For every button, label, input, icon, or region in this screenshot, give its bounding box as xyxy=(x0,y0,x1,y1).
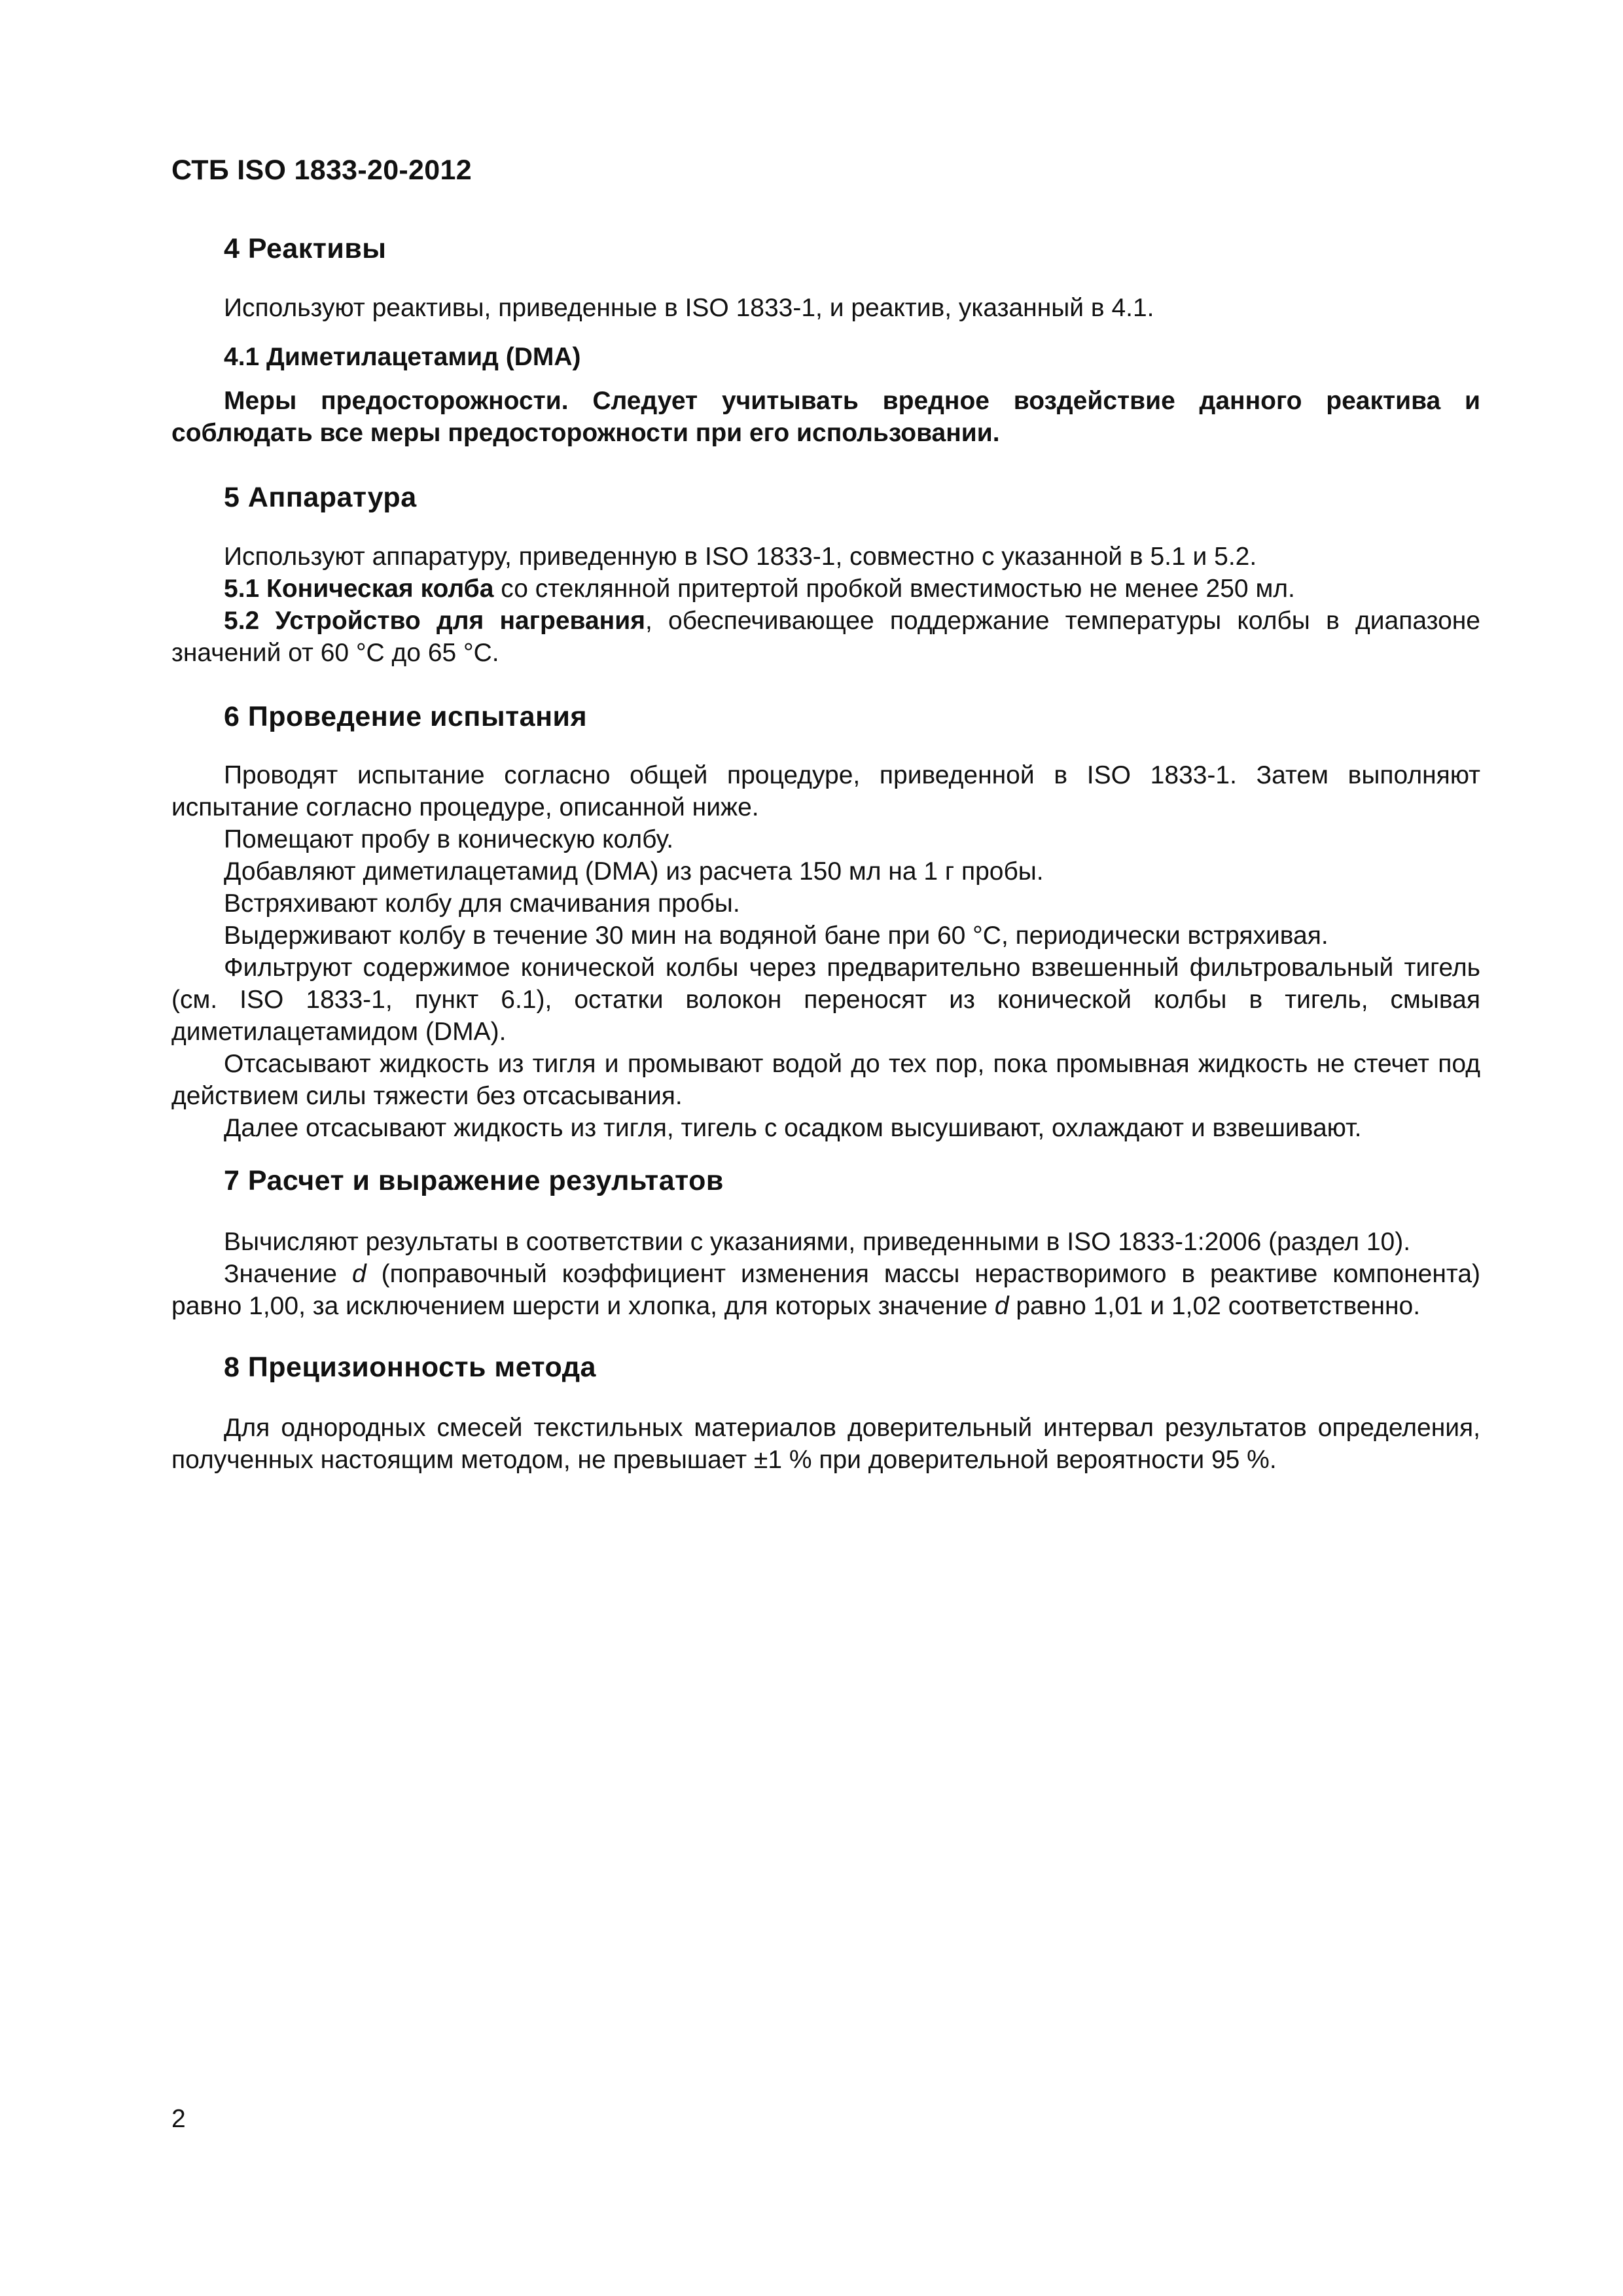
section-6-paragraph-6: Фильтруют содержимое конической колбы через предварительно взвешенный фильтровальный тигель (см. ISO 1833-1, пункт 6.1), остатки волокон переносят из конической колбы в тигель, смывая диметилацетамидом (DMA). xyxy=(171,954,1480,1046)
section-5-1-text: со стеклянной притертой пробкой вместимостью не менее 250 мл. xyxy=(493,575,1295,603)
section-6-paragraph-5: Выдерживают колбу в течение 30 мин на водяной бане при 60 °С, периодически встряхивая. xyxy=(224,922,1329,950)
section-6-paragraph-4: Встряхивают колбу для смачивания пробы. xyxy=(224,889,740,918)
section-4-1-warning: Меры предосторожности. Следует учитывать вредное воздействие данного реактива и соблюдать все меры предосторожности при его использовании. xyxy=(171,387,1480,447)
section-6-paragraph-2: Помещают пробу в коническую колбу. xyxy=(224,825,674,853)
section-6-title: 6 Проведение испытания xyxy=(224,701,588,732)
section-4-title: 4 Реактивы xyxy=(224,233,387,264)
section-7-p2-part-b: (поправочный коэффициент изменения массы нерастворимого в реактиве компонента) равно 1,00, за исключением шерсти и хлопка, для которых значение xyxy=(171,1260,1480,1320)
section-8-title: 8 Прецизионность метода xyxy=(224,1352,596,1383)
section-6-paragraph-1: Проводят испытание согласно общей процедуре, приведенной в ISO 1833-1. Затем выполняют испытание согласно процедуре, описанной ниже. xyxy=(171,761,1480,821)
section-6-paragraph-8: Далее отсасывают жидкость из тигля, тигель с осадком высушивают, охлаждают и взвешивают. xyxy=(224,1114,1362,1142)
section-7-p2-part-a: Значение xyxy=(224,1260,352,1288)
section-8-paragraph: Для однородных смесей текстильных материалов доверительный интервал результатов определения, полученных настоящим методом, не превышает ±1 % при доверительной вероятности 95 %. xyxy=(171,1414,1480,1474)
section-7-var-d: d xyxy=(351,1260,366,1288)
section-7-p2-part-c: равно 1,01 и 1,02 соответственно. xyxy=(1008,1292,1421,1320)
section-7-paragraph-1: Вычисляют результаты в соответствии с указаниями, приведенными в ISO 1833-1:2006 (раздел 10). xyxy=(224,1228,1411,1256)
section-5-paragraph: Используют аппаратуру, приведенную в ISO 1833-1, совместно с указанной в 5.1 и 5.2. xyxy=(224,543,1257,571)
section-5-2-item xyxy=(171,605,1480,669)
section-5-2-text: , обеспечивающее поддержание температуры колбы в диапазоне значений от 60 °С до 65 °С. xyxy=(171,607,1480,667)
section-4-paragraph: Используют реактивы, приведенные в ISO 1833-1, и реактив, указанный в 4.1. xyxy=(224,294,1154,322)
section-4-1-title: 4.1 Диметилацетамид (DMA) xyxy=(224,343,581,371)
section-5-title: 5 Аппаратура xyxy=(224,482,417,513)
section-6-paragraph-7: Отсасывают жидкость из тигля и промывают водой до тех пор, пока промывная жидкость не стечет под действием силы тяжести без отсасывания. xyxy=(171,1050,1480,1110)
section-7-paragraph-2 xyxy=(171,1258,1480,1322)
section-5-1-label: 5.1 Коническая колба xyxy=(224,575,494,603)
section-6-paragraph-3: Добавляют диметилацетамид (DMA) из расчета 150 мл на 1 г пробы. xyxy=(224,857,1044,886)
section-7-var-d-2: d xyxy=(994,1292,1009,1320)
section-5-2-label: 5.2 Устройство для нагревания xyxy=(224,607,645,635)
document-id: СТБ ISO 1833-20-2012 xyxy=(171,154,472,186)
page-number: 2 xyxy=(171,2105,186,2133)
section-5-1-item xyxy=(171,573,1480,605)
section-7-title: 7 Расчет и выражение результатов xyxy=(224,1165,724,1196)
